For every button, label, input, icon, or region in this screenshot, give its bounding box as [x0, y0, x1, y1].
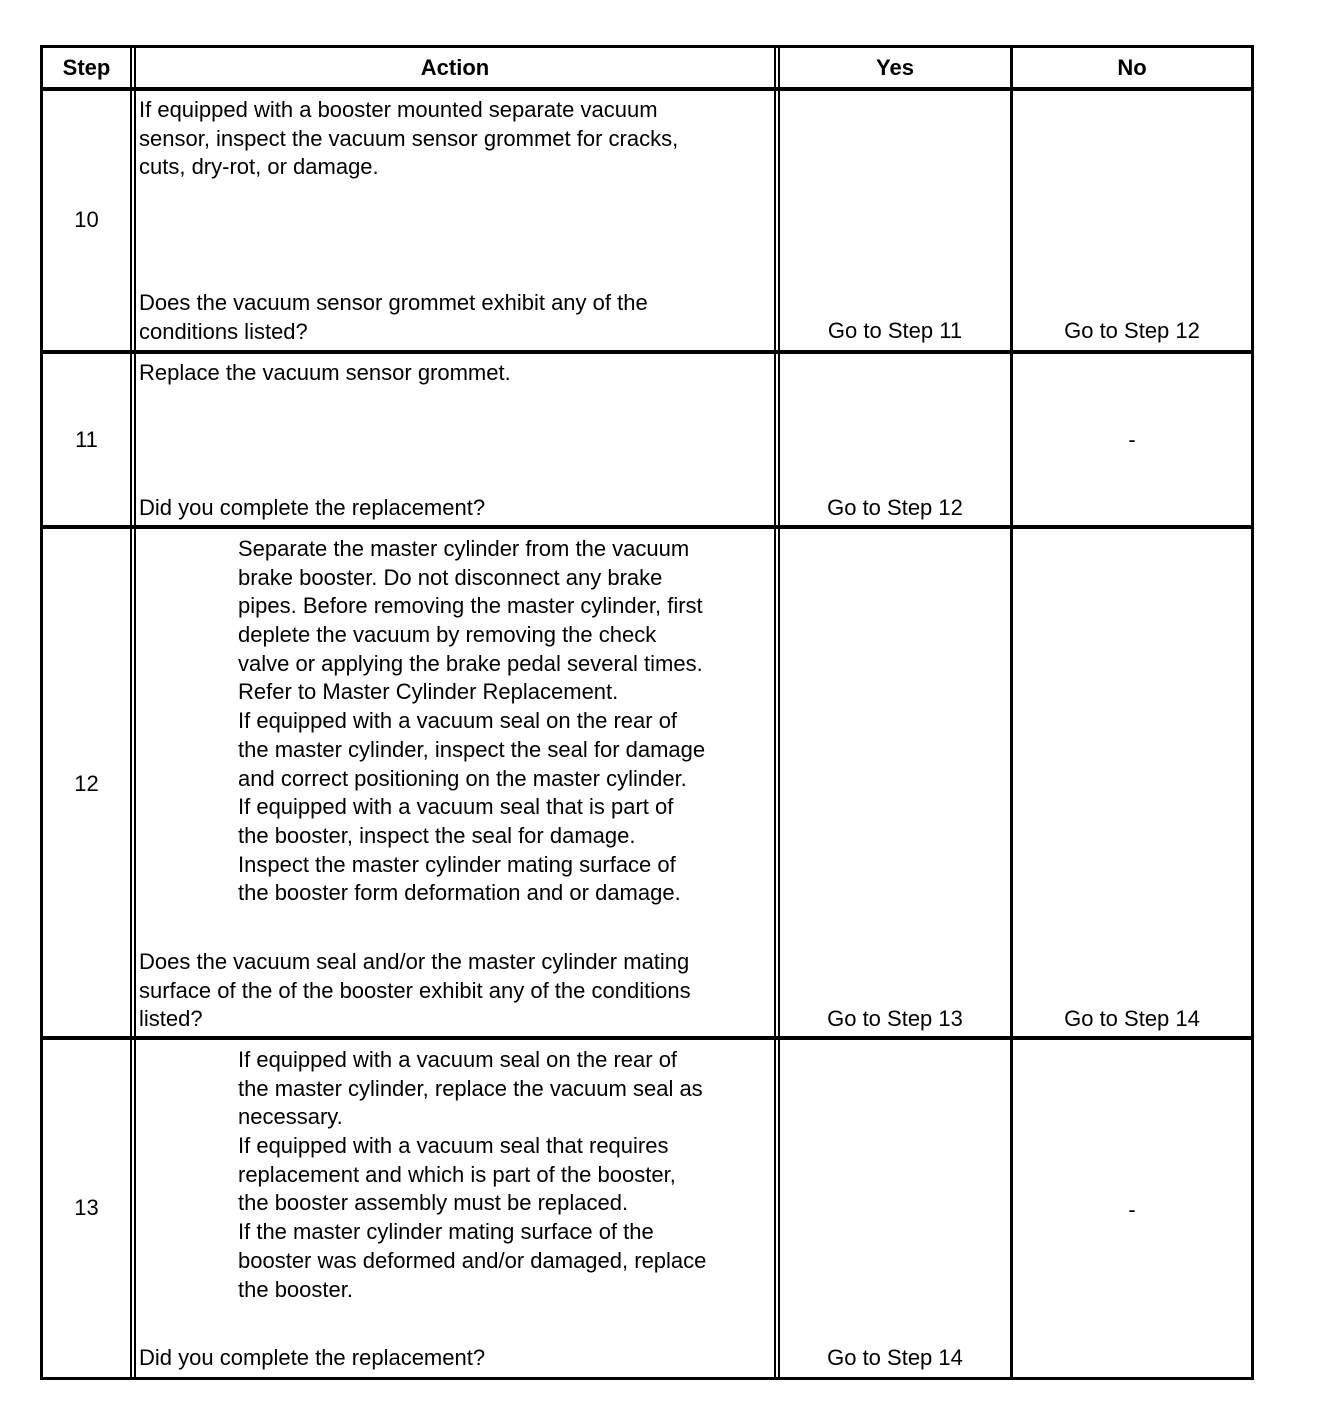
yes-result: Go to Step 14 — [827, 1345, 963, 1370]
no-result: Go to Step 14 — [1064, 1006, 1200, 1031]
header-action: Action — [420, 55, 490, 80]
step-number: 13 — [74, 1195, 99, 1220]
action-line: the master cylinder, inspect the seal for damage — [238, 736, 706, 762]
row-divider — [40, 350, 1254, 354]
header-step: Step — [62, 55, 111, 80]
column-divider — [1010, 45, 1013, 1380]
yes-result: Go to Step 12 — [827, 495, 963, 520]
table-border-right — [1251, 45, 1254, 1380]
row-divider — [40, 525, 1254, 529]
action-line: cuts, dry-rot, or damage. — [139, 154, 379, 180]
action-line: brake booster. Do not disconnect any brake — [238, 564, 663, 590]
question-text — [139, 289, 648, 346]
column-divider — [778, 45, 780, 1380]
action-line: If equipped with a vacuum seal on the rear of — [238, 1047, 678, 1072]
question-text — [139, 494, 485, 523]
header-yes: Yes — [876, 55, 914, 80]
header-no: No — [1117, 55, 1147, 80]
question-line: conditions listed? — [139, 318, 308, 344]
action-line: the booster form deformation and or damage. — [238, 880, 681, 906]
action-line: If equipped with a vacuum seal that requires — [238, 1133, 669, 1159]
action-line: the booster. — [238, 1276, 353, 1302]
action-text — [238, 535, 705, 908]
action-line: Separate the master cylinder from the vacuum — [238, 536, 690, 561]
action-line: pipes. Before removing the master cylinder, first — [238, 593, 703, 619]
action-line: sensor, inspect the vacuum sensor grommet for cracks, — [139, 125, 679, 151]
no-result: - — [1128, 1197, 1136, 1222]
question-line: surface of the of the booster exhibit any of the conditions — [139, 977, 691, 1003]
action-line: the booster assembly must be replaced. — [238, 1190, 629, 1216]
action-line: booster was deformed and/or damaged, replace — [238, 1247, 707, 1273]
question-text — [139, 948, 691, 1034]
question-line: Does the vacuum sensor grommet exhibit any of the — [139, 290, 648, 315]
action-text — [139, 96, 678, 182]
question-text — [139, 1344, 485, 1373]
action-line: If the master cylinder mating surface of the — [238, 1219, 654, 1245]
action-text — [139, 359, 511, 388]
question-line: Did you complete the replacement? — [139, 495, 486, 520]
action-line: valve or applying the brake pedal several times. — [238, 650, 703, 676]
column-divider — [134, 45, 136, 1380]
action-text — [238, 1046, 706, 1304]
table-border-bottom — [40, 1377, 1254, 1380]
column-divider — [130, 45, 132, 1380]
action-line: Inspect the master cylinder mating surface of — [238, 851, 676, 877]
table-border-left — [40, 45, 43, 1380]
action-line: Replace the vacuum sensor grommet. — [139, 360, 511, 385]
no-result: Go to Step 12 — [1064, 318, 1200, 343]
step-number: 10 — [74, 207, 99, 232]
action-line: If equipped with a vacuum seal on the rear of — [238, 708, 678, 734]
action-line: the master cylinder, replace the vacuum seal as — [238, 1075, 703, 1101]
action-line: the booster, inspect the seal for damage. — [238, 822, 636, 848]
action-line: Refer to Master Cylinder Replacement. — [238, 679, 619, 705]
action-line: and correct positioning on the master cylinder. — [238, 765, 687, 791]
action-line: If equipped with a vacuum seal that is part of — [238, 794, 674, 820]
header-divider — [40, 87, 1254, 91]
action-line: replacement and which is part of the booster, — [238, 1161, 676, 1187]
no-result: - — [1128, 427, 1136, 452]
column-divider — [774, 45, 776, 1380]
question-line: listed? — [139, 1006, 203, 1032]
row-divider — [40, 1036, 1254, 1040]
action-line: necessary. — [238, 1104, 343, 1130]
step-number: 11 — [75, 427, 98, 452]
action-line: deplete the vacuum by removing the check — [238, 622, 657, 648]
yes-result: Go to Step 11 — [827, 318, 963, 343]
question-line: Did you complete the replacement? — [139, 1345, 486, 1370]
yes-result: Go to Step 13 — [827, 1006, 963, 1031]
question-line: Does the vacuum seal and/or the master cylinder mating — [139, 949, 690, 974]
action-line: If equipped with a booster mounted separate vacuum — [139, 97, 658, 122]
table-border-top — [40, 45, 1254, 48]
step-number: 12 — [74, 771, 99, 796]
